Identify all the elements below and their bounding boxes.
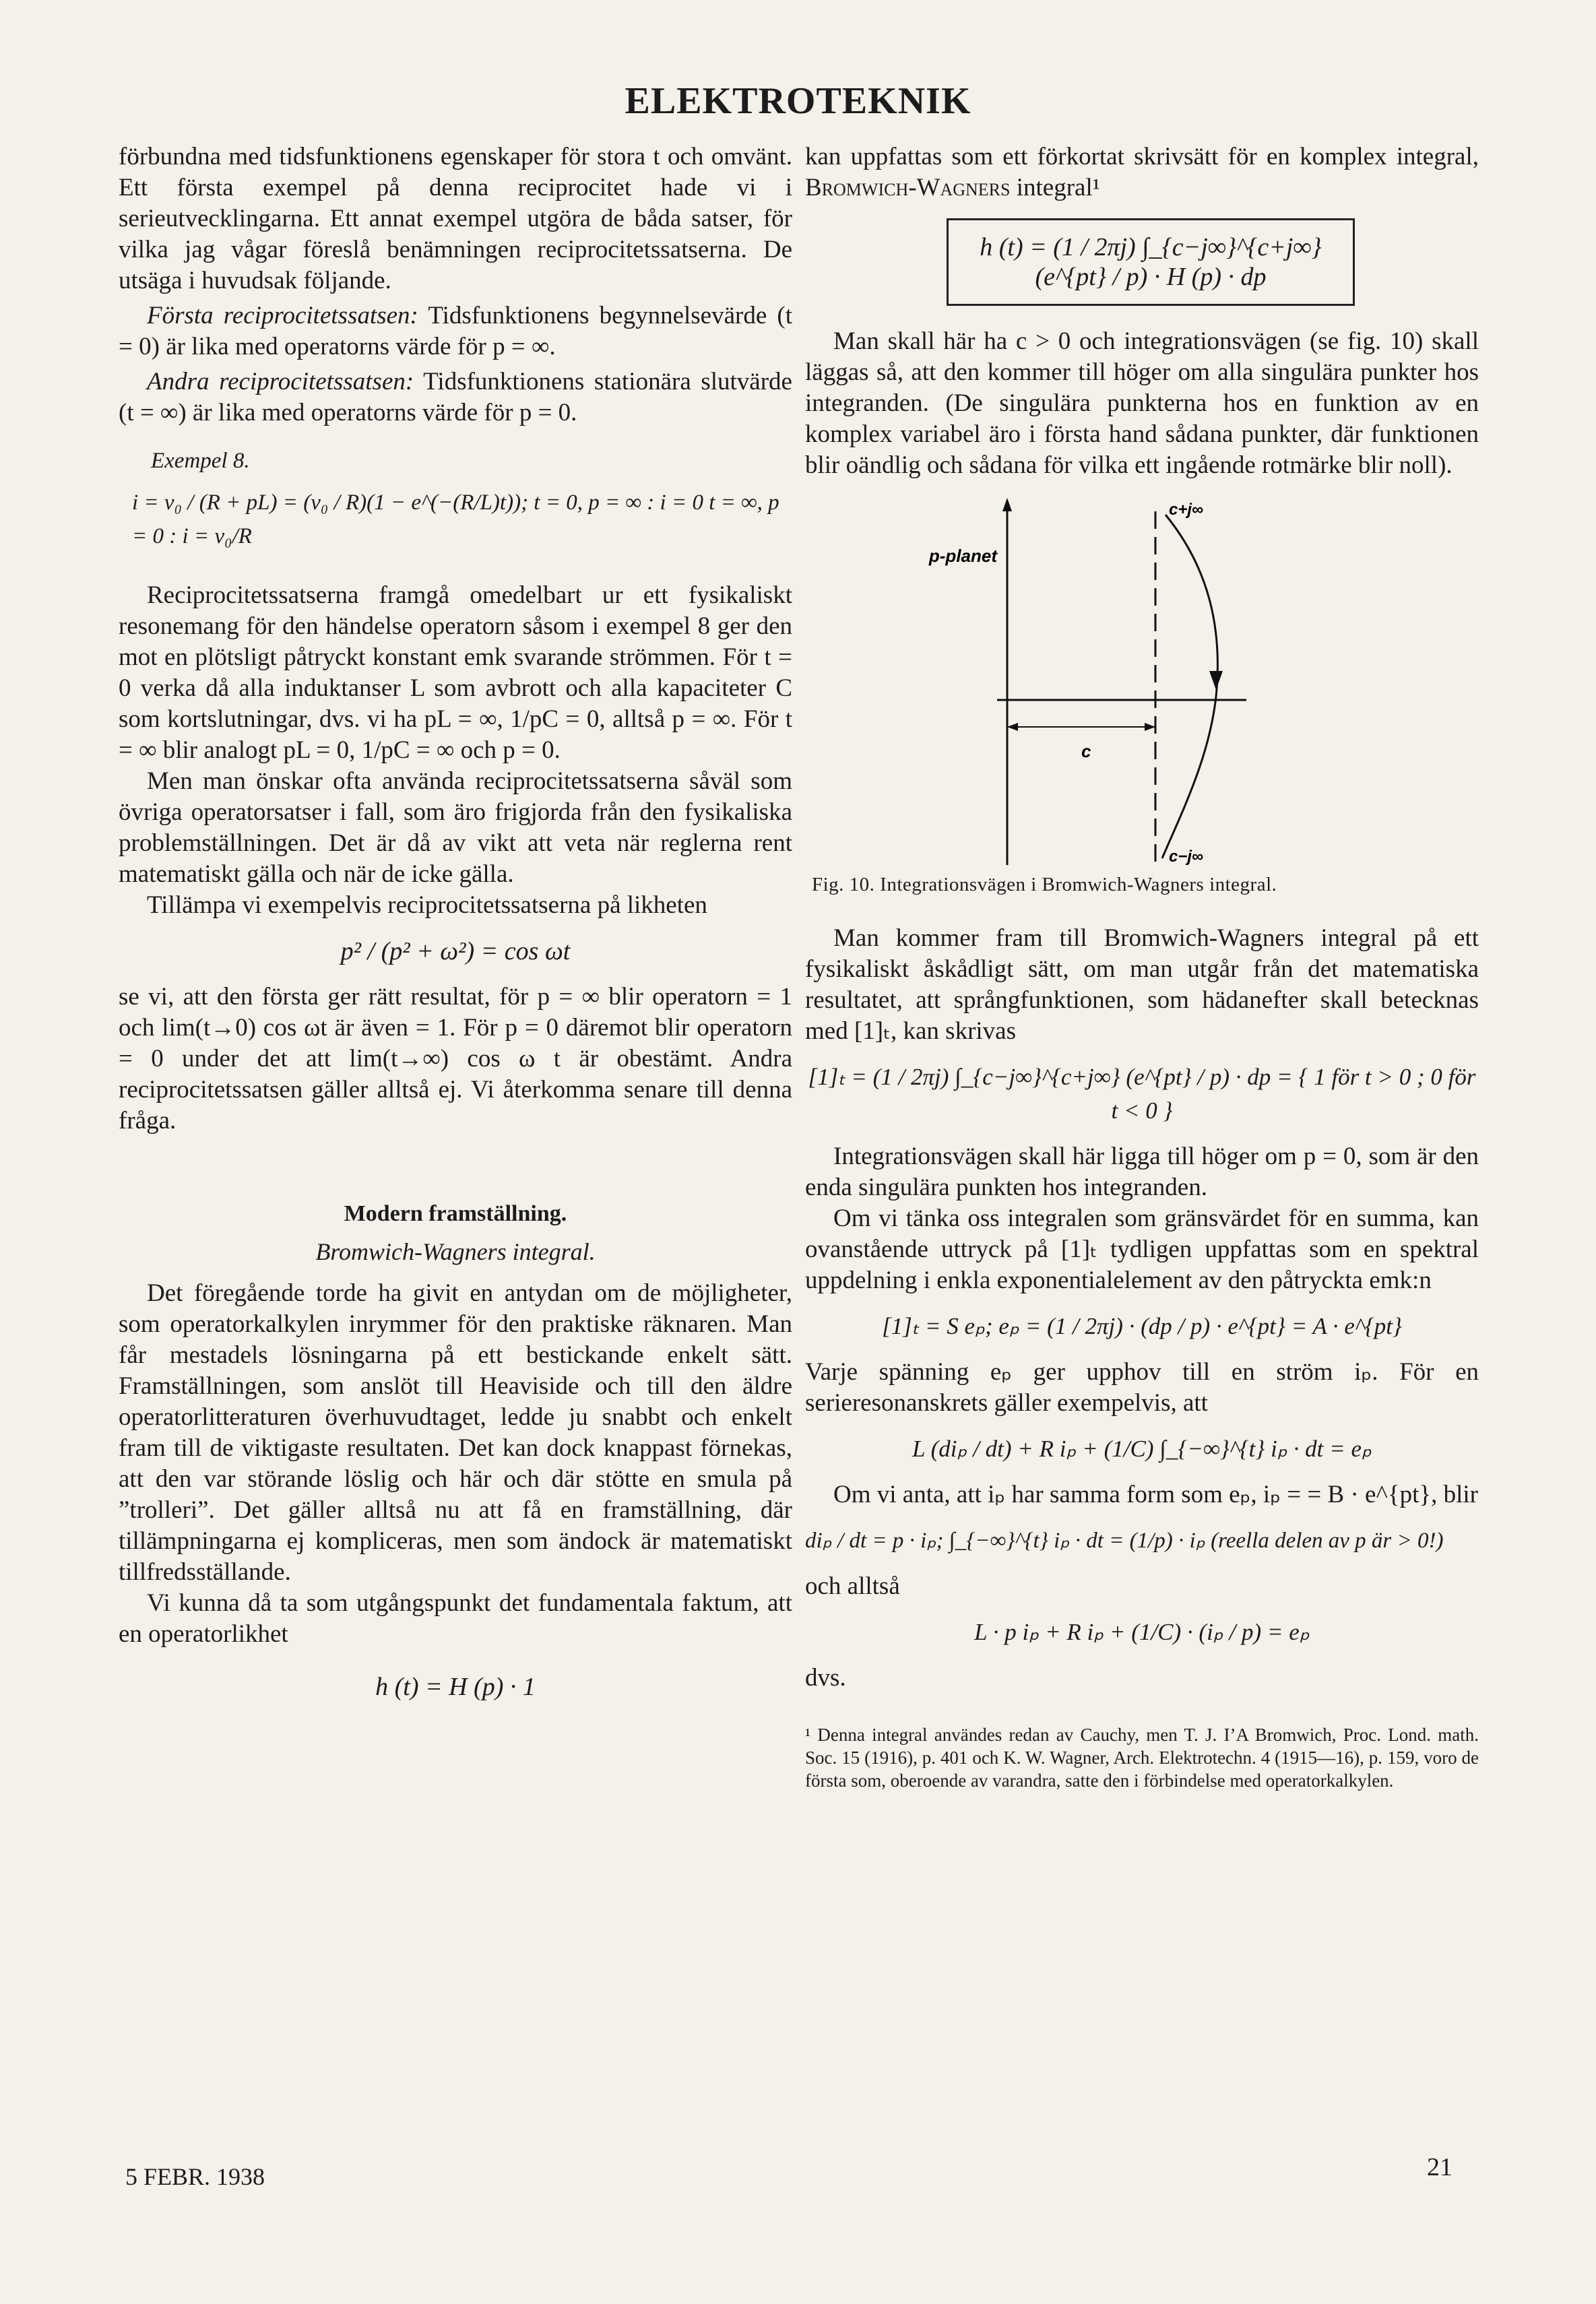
paragraph: Integrationsvägen skall här ligga till höger om p = 0, som är den enda singulära punkten hos integranden.	[805, 1143, 1479, 1201]
paragraph: Varje spänning eₚ ger upphov till en ström iₚ. För en serieresonanskrets gäller exempelvis, att	[805, 1358, 1479, 1417]
fig-label-bottom: c−j∞	[1169, 847, 1204, 866]
paragraph	[805, 141, 1479, 203]
paragraph	[119, 300, 792, 362]
paragraph	[119, 366, 792, 428]
theorem-label: Andra reciprocitetssatsen:	[147, 368, 414, 395]
equation-final: L · p iₚ + R iₚ + (1/C) · (iₚ / p) = eₚ	[974, 1619, 1310, 1645]
paragraph: Man skall här ha c > 0 och integrationsvägen (se fig. 10) skall läggas så, att den kommer till höger om alla singulära punkter hos integranden. (De singulära punkterna hos en funktion av en komplex variabel äro i första hand sådana punkter, där funktionen blir oändlig och sådana för vilka ett ingående rotmärke blir noll).	[805, 327, 1479, 479]
figure-caption: Fig. 10. Integrationsvägen i Bromwich-Wagners integral.	[812, 874, 1277, 895]
left-column	[119, 141, 792, 1717]
theorem-text: Tidsfunktionens begynnelsevärde (t = 0) är lika med operatorns värde för p = ∞.	[119, 302, 792, 360]
paragraph: förbundna med tidsfunktionens egenskaper för stora t och omvänt. Ett första exempel på denna reciprocitet hade vi i serieutvecklingarna. Ett annat exempel utgöra de båda satser, för vilka jag vågar föreslå benämningen reciprocitetssatserna. De utsäga i huvudsak följande.	[119, 143, 792, 294]
figure-10	[805, 494, 1479, 868]
dimension-arrow-icon	[1145, 723, 1155, 731]
paragraph: och alltså	[805, 1572, 900, 1600]
integration-contour	[1162, 515, 1217, 858]
equation-sum: [1]ₜ = S eₚ; eₚ = (1 / 2πj) · (dp / p) · e^{pt} = A · e^{pt}	[882, 1313, 1402, 1339]
page-header: ELEKTROTEKNIK	[625, 80, 971, 122]
fig-label-top: c+j∞	[1169, 501, 1204, 519]
paragraph: se vi, att den första ger rätt resultat, för p = ∞ blir operatorn = 1 och lim(t→0) cos ωt är även = 1. För p = 0 däremot blir operatorn = 0 under det att lim(t→∞) cos ω t är obestämt. Andra reciprocitetssatsen gäller alltså ej. Vi återkomma senare till denna fråga.	[119, 983, 792, 1134]
equation-step: [1]ₜ = (1 / 2πj) ∫_{c−j∞}^{c+j∞} (e^{pt} / p) · dp = { 1 för t > 0 ; 0 för t < 0 }	[808, 1064, 1476, 1124]
equation-cos: p² / (p² + ω²) = cos ωt	[340, 937, 571, 965]
integration-path-diagram	[805, 494, 1479, 868]
paragraph: Vi kunna då ta som utgångspunkt det fundamentala faktum, att en operatorlikhet	[119, 1589, 792, 1648]
footer-date: 5 FEBR. 1938	[125, 2163, 265, 2190]
fig-label-c: c	[1081, 741, 1091, 761]
section-title: Modern framställning.	[344, 1201, 567, 1226]
paragraph: dvs.	[805, 1664, 846, 1692]
paragraph: Man kommer fram till Bromwich-Wagners integral på ett fysikaliskt åskådligt sätt, om man utgår från det matematiska resultatet, att språngfunktionen, som hädanefter skall betecknas med [1]ₜ, kan skrivas	[805, 924, 1479, 1045]
example-label: Exempel 8.	[151, 449, 250, 473]
contour-arrow-icon	[1209, 671, 1223, 690]
equation-derivative: diₚ / dt = p · iₚ; ∫_{−∞}^{t} iₚ · dt = (1/p) · iₚ (reella delen av p är > 0!)	[805, 1529, 1444, 1553]
dimension-arrow-icon	[1007, 723, 1018, 731]
theorem-label: Första reciprocitetssatsen:	[147, 302, 418, 329]
paragraph: Om vi anta, att iₚ har samma form som eₚ, iₚ = = B · e^{pt}, blir	[833, 1481, 1478, 1508]
equation-operator: h (t) = H (p) · 1	[375, 1673, 536, 1701]
paragraph: Reciprocitetssatserna framgå omedelbart ur ett fysikaliskt resonemang för den händelse operatorn såsom i exempel 8 ger den mot en plötsligt påtryckt konstant emk svarande strömmen. För t = 0 verka då alla induktanser L som avbrott och alla kapaciteter C som kortslutningar, dvs. vi ha pL = ∞, 1/pC = 0, alltså p = ∞. För t = ∞ blir analogt pL = 0, 1/pC = ∞ och p = 0.	[119, 581, 792, 764]
equation-circuit: L (diₚ / dt) + R iₚ + (1/C) ∫_{−∞}^{t} iₚ · dt = eₚ	[912, 1436, 1372, 1462]
page-number: 21	[1427, 2153, 1453, 2181]
paragraph: Tillämpa vi exempelvis reciprocitetssatserna på likheten	[147, 891, 707, 919]
equation-example-8: i = v₀ / (R + pL) = (v₀ / R)(1 − e^(−(R/L)t)); t = 0, p = ∞ : i = 0 t = ∞, p = 0 : i = v₀/R	[132, 490, 779, 548]
paragraph: Om vi tänka oss integralen som gränsvärdet för en summa, kan ovanstående uttryck på [1]ₜ tydligen uppfattas som en spektral uppdelning i enkla exponentialelement av den påtryckta emk:n	[805, 1205, 1479, 1294]
paragraph: Det föregående torde ha givit en antydan om de möjligheter, som operatorkalkylen inrymmer för den praktiske räknaren. Man får mestadels lösningarna på ett bestickande enkelt sätt. Framställningen, som anslöt till Heaviside och till den äldre operatorlitteraturen överhuvudtaget, ledde ju snabbt och enkelt fram till de viktigaste resultaten. Det kan dock knappast förnekas, att den var störande löslig och här och där stötte en smula på ”trolleri”. Det gäller alltså nu att få en framställning, där tillämpningarna ej kompliceras, men som ändock är matematiskt tillfredsställande.	[119, 1279, 792, 1586]
paragraph: Men man önskar ofta använda reciprocitetssatserna såväl som övriga operatorsatser i fall, som äro frigjorda från den fysikaliska problemställningen. Det är då av vikt att veta när reglerna rent matematiskt gälla och när de icke gälla.	[119, 767, 792, 888]
text-span: kan uppfattas som ett förkortat skrivsätt för en komplex integral,	[805, 143, 1479, 170]
right-column	[805, 141, 1479, 1792]
axis-arrow-icon	[1002, 498, 1012, 511]
section-subtitle: Bromwich-Wagners integral.	[315, 1238, 596, 1265]
author-name: Bromwich-Wagners	[805, 174, 1011, 201]
footnote: ¹ Denna integral användes redan av Cauchy, men T. J. I’A Bromwich, Proc. Lond. math. Soc. 15 (1916), p. 401 och K. W. Wagner, Arch. Elektrotechn. 4 (1915—16), p. 159, voro de första som, oberoende av varandra, satte den i förbindelse med operatorkalkylen.	[805, 1725, 1479, 1791]
fig-label-plane: p-planet	[928, 546, 997, 566]
theorem-text: Tidsfunktionens stationära slutvärde (t = ∞) är lika med operatorns värde för p = 0.	[119, 368, 792, 426]
text-span: integral¹	[1016, 174, 1100, 201]
boxed-equation: h (t) = (1 / 2πj) ∫_{c−j∞}^{c+j∞} (e^{pt} / p) · H (p) · dp	[947, 218, 1355, 306]
